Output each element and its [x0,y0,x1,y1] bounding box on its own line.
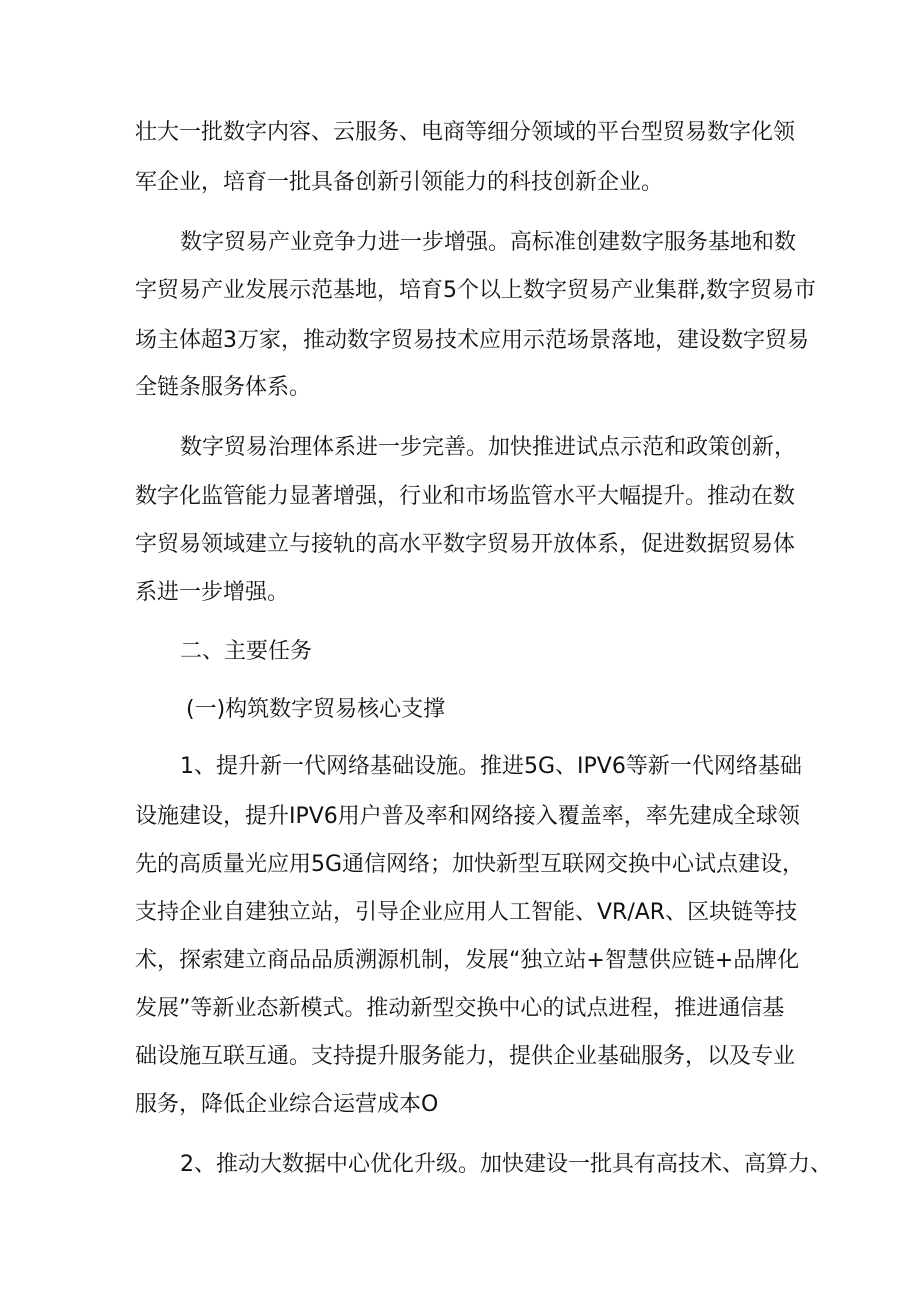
paragraph-first-line: 2、推动大数据中心优化升级。加快建设一批具有高技术、高算力、 [180,1152,832,1177]
paragraph-first-line: 数字贸易治理体系进一步完善。加快推进试点示范和政策创新， [180,435,797,460]
body-text-line: 础设施互联互通。支持提升服务能力，提供企业基础服务，以及专业 [135,1044,796,1069]
body-text-line: 先的高质量光应用5G通信网络；加快新型互联网交换中心试点建设， [135,852,805,877]
body-text-line: 字贸易领域建立与接轨的高水平数字贸易开放体系，促进数据贸易体 [135,532,796,557]
paragraph-first-line: 1、提升新一代网络基础设施。推进5G、IPV6等新一代网络基础 [180,754,802,779]
body-text-line: 全链条服务体系。 [135,375,312,400]
subsection-heading: (一)构筑数字贸易核心支撑 [186,697,446,722]
body-text-line: 支持企业自建独立站，引导企业应用人工智能、VR/AR、区块链等技 [135,900,798,925]
body-text-line: 字贸易产业发展示范基地，培育5个以上数字贸易产业集群,数字贸易市 [135,278,816,303]
body-text-line: 设施建设，提升IPV6用户普及率和网络接入覆盖率，率先建成全球领 [135,804,800,829]
paragraph-first-line: 数字贸易产业竞争力进一步增强。高标准创建数字服务基地和数 [180,230,797,255]
body-text-line: 数字化监管能力显著增强，行业和市场监管水平大幅提升。推动在数 [135,484,796,509]
section-heading: 二、主要任务 [180,639,313,664]
body-text-line: 术，探索建立商品品质溯源机制，发展“独立站+智慧供应链+品牌化 [135,948,800,973]
body-text-line: 壮大一批数字内容、云服务、电商等细分领域的平台型贸易数字化领 [135,120,796,145]
body-text-line: 场主体超3万家，推动数字贸易技术应用示范场景落地，建设数字贸易 [135,328,809,353]
body-text-line: 发展”等新业态新模式。推动新型交换中心的试点进程，推进通信基 [135,996,785,1021]
body-text-line: 服务，降低企业综合运营成本O [135,1092,439,1117]
body-text-line: 系进一步增强。 [135,580,290,605]
body-text-line: 军企业，培育一批具备创新引领能力的科技创新企业。 [135,170,664,195]
